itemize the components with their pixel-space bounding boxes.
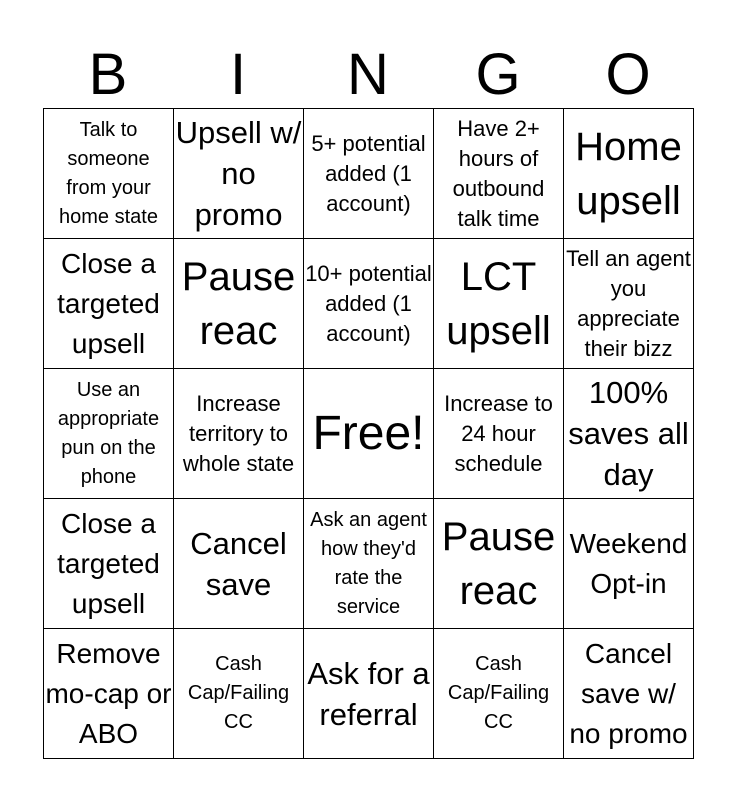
- bingo-cell[interactable]: [174, 239, 304, 369]
- bingo-cell[interactable]: [44, 499, 174, 629]
- cell-text: Pause reac: [181, 254, 296, 353]
- bingo-cell[interactable]: [304, 239, 434, 369]
- bingo-cell[interactable]: [434, 239, 564, 369]
- cell-text: Remove mo-cap or ABO: [45, 637, 172, 749]
- cell-text: LCT upsell: [446, 254, 551, 353]
- cell-text: Tell an agent you appreciate their bizz: [566, 245, 691, 361]
- bingo-cell[interactable]: [174, 109, 304, 239]
- bingo-cell[interactable]: [44, 239, 174, 369]
- bingo-cell[interactable]: [564, 629, 694, 759]
- bingo-cell[interactable]: [44, 369, 174, 499]
- bingo-cell[interactable]: [434, 629, 564, 759]
- header-letter-i: I: [229, 42, 247, 107]
- cell-text: Ask for a referral: [307, 655, 430, 732]
- bingo-cell[interactable]: [434, 109, 564, 239]
- free-space-cell[interactable]: [304, 369, 434, 499]
- bingo-cell[interactable]: [564, 239, 694, 369]
- header-letter-n: N: [347, 42, 389, 107]
- cell-text: 5+ potential added (1 account): [311, 130, 426, 216]
- cell-text: 100% saves all day: [568, 375, 689, 492]
- header-letter-o: O: [605, 42, 651, 107]
- bingo-cell[interactable]: [304, 109, 434, 239]
- cell-text: Increase to 24 hour schedule: [444, 390, 553, 476]
- cell-text: 10+ potential added (1 account): [305, 260, 432, 346]
- cell-text: Have 2+ hours of outbound talk time: [452, 115, 545, 231]
- cell-text: Cancel save w/ no promo: [569, 637, 688, 749]
- bingo-cell[interactable]: [174, 629, 304, 759]
- cell-text: Close a targeted upsell: [57, 507, 160, 619]
- bingo-cell[interactable]: [304, 499, 434, 629]
- cell-text: Weekend Opt-in: [569, 527, 688, 599]
- bingo-cell[interactable]: [174, 369, 304, 499]
- header-letter-b: B: [88, 42, 128, 107]
- cell-text: Home upsell: [575, 124, 682, 223]
- bingo-cell[interactable]: [564, 369, 694, 499]
- bingo-cell[interactable]: [434, 369, 564, 499]
- header-letter-g: G: [475, 42, 521, 107]
- bingo-cell[interactable]: [44, 109, 174, 239]
- cell-text: Cash Cap/Failing CC: [187, 653, 290, 733]
- bingo-header: [43, 42, 693, 108]
- bingo-cell[interactable]: [44, 629, 174, 759]
- bingo-cell[interactable]: [564, 499, 694, 629]
- cell-text: Increase territory to whole state: [182, 390, 295, 476]
- cell-text: Close a targeted upsell: [57, 247, 160, 359]
- bingo-cell[interactable]: [564, 109, 694, 239]
- cell-text: Cash Cap/Failing CC: [447, 653, 550, 733]
- bingo-cell[interactable]: [434, 499, 564, 629]
- cell-text: Cancel save: [190, 525, 287, 602]
- free-space-text: Free!: [312, 406, 425, 460]
- cell-text: Pause reac: [441, 514, 556, 613]
- cell-text: Talk to someone from your home state: [59, 118, 158, 228]
- cell-text: Use an appropriate pun on the phone: [57, 378, 160, 488]
- bingo-cell[interactable]: [304, 629, 434, 759]
- cell-text: Ask an agent how they'd rate the service: [310, 508, 427, 618]
- bingo-card-grid: [43, 108, 694, 759]
- bingo-cell[interactable]: [174, 499, 304, 629]
- cell-text: Upsell w/ no promo: [175, 115, 302, 232]
